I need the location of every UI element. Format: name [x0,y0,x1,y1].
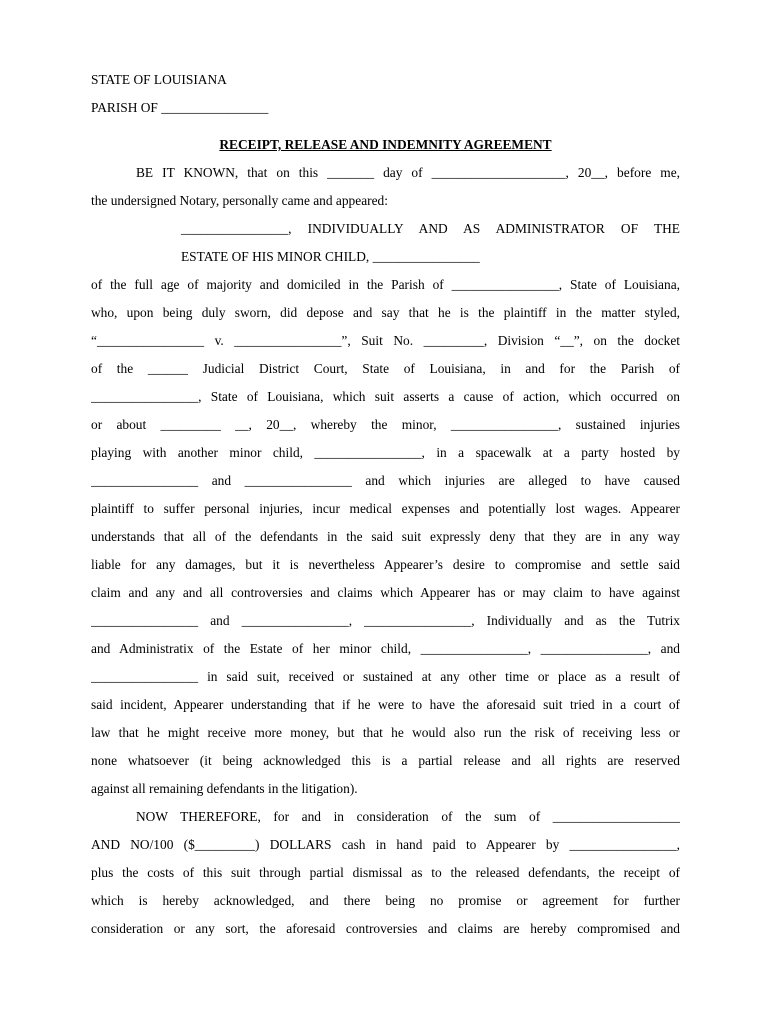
body-line: playing with another minor child, ________________, in a spacewalk at a party hosted by [91,445,680,460]
body-line: claim and any and all controversies and claims which Appearer has or may claim to have against [91,585,680,600]
body-line: “________________ v. ________________”, Suit No. _________, Division “__”, on the docket [91,333,680,348]
body-line: NOW THEREFORE, for and in consideration of the sum of ___________________ [136,809,680,824]
body-line: the undersigned Notary, personally came and appeared: [91,193,388,208]
body-line: plus the costs of this suit through partial dismissal as to the released defendants, the receipt of [91,865,680,880]
body-line: ________________, INDIVIDUALLY AND AS ADMINISTRATOR OF THE [181,221,680,236]
body-line: and Administratix of the Estate of her minor child, ________________, ________________, and [91,641,680,656]
parish-heading: PARISH OF ________________ [91,100,269,115]
body-line: against all remaining defendants in the litigation). [91,781,358,796]
body-line: none whatsoever (it being acknowledged this is a partial release and all rights are reserved [91,753,680,768]
body-line: AND NO/100 ($_________) DOLLARS cash in hand paid to Appearer by ________________, [91,837,680,852]
body-line: said incident, Appearer understanding that if he were to have the aforesaid suit tried in a court of [91,697,680,712]
document-title: RECEIPT, RELEASE AND INDEMNITY AGREEMENT [219,137,552,152]
body-line: consideration or any sort, the aforesaid controversies and claims are hereby compromised and [91,921,680,936]
body-line: law that he might receive more money, but that he would also run the risk of receiving less or [91,725,680,740]
document-body [91,163,680,947]
body-line: of the ______ Judicial District Court, State of Louisiana, in and for the Parish of [91,361,680,376]
body-line: ESTATE OF HIS MINOR CHILD, ________________ [181,249,480,264]
body-line: ________________ in said suit, received or sustained at any other time or place as a result of [91,669,680,684]
body-line: who, upon being duly sworn, did depose and say that he is the plaintiff in the matter styled, [91,305,680,320]
body-line: ________________ and ________________ and which injuries are alleged to have caused [91,473,680,488]
state-heading: STATE OF LOUISIANA [91,72,227,87]
body-line: of the full age of majority and domiciled in the Parish of ________________, State of Louisiana, [91,277,680,292]
body-line: understands that all of the defendants in the said suit expressly deny that they are in any way [91,529,680,544]
body-line: which is hereby acknowledged, and there being no promise or agreement for further [91,893,680,908]
body-line: liable for any damages, but it is nevertheless Appearer’s desire to compromise and settle said [91,557,680,572]
document-page [91,70,680,947]
body-line: BE IT KNOWN, that on this _______ day of ____________________, 20__, before me, [136,165,680,180]
body-line: or about _________ __, 20__, whereby the minor, ________________, sustained injuries [91,417,680,432]
body-line: ________________, State of Louisiana, which suit asserts a cause of action, which occurred on [91,389,680,404]
body-line: plaintiff to suffer personal injuries, incur medical expenses and potentially lost wages. Appearer [91,501,680,516]
body-line: ________________ and ________________, ________________, Individually and as the Tutrix [91,613,680,628]
